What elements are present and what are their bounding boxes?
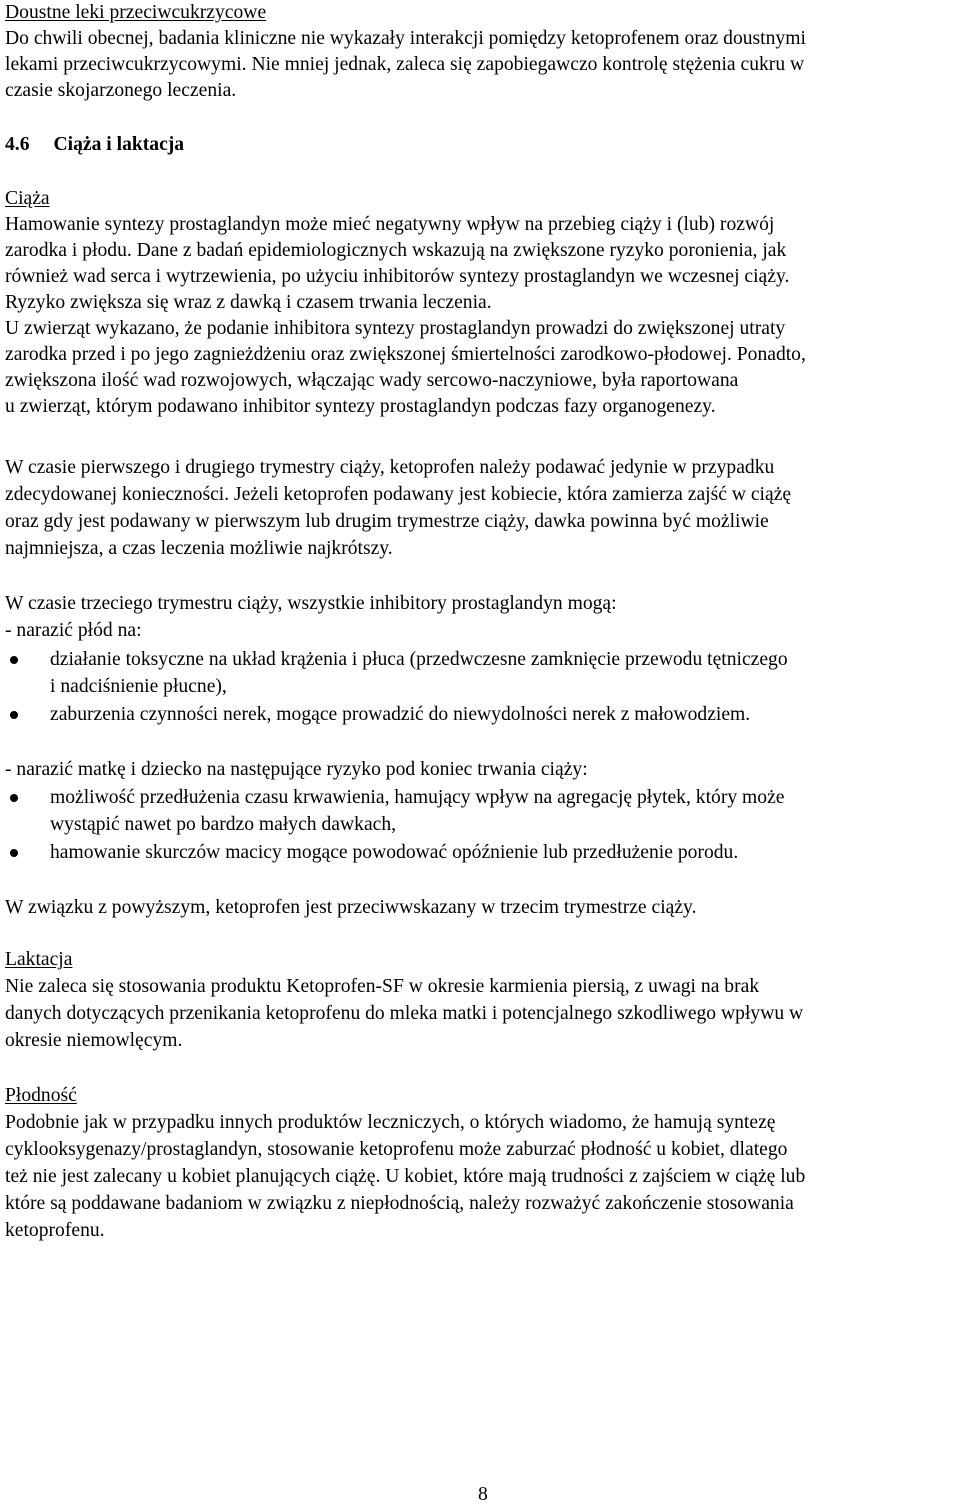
subheading-pregnancy: Ciąża (5, 188, 50, 209)
list-item: hamowanie skurczów macicy mogące powodować opóźnienie lub przedłużenie porodu. (50, 842, 739, 863)
paragraph-line: które są poddawane badaniom w związku z niepłodnością, należy rozważyć zakończenie stosowania (5, 1193, 794, 1214)
paragraph-line: W czasie trzeciego trymestru ciąży, wszystkie inhibitory prostaglandyn mogą: (5, 593, 617, 614)
paragraph-line: Ryzyko zwiększa się wraz z dawką i czasem trwania leczenia. (5, 292, 492, 313)
paragraph-line: zarodka i płodu. Dane z badań epidemiologicznych wskazują na zwiększone ryzyko poronienia, jak (5, 240, 787, 261)
section-title: Ciąża i laktacja (53, 134, 185, 155)
bullet-marker (10, 711, 18, 719)
bullet-marker (10, 794, 18, 802)
list-intro: - narazić matkę i dziecko na następujące ryzyko pod koniec trwania ciąży: (5, 759, 588, 780)
paragraph-line: lekami przeciwcukrzycowymi. Nie mniej jednak, zaleca się zapobiegawczo kontrolę stężenia cukru w (5, 54, 805, 75)
paragraph-line: zwiększona ilość wad rozwojowych, włączając wady sercowo-naczyniowe, była raportowana (5, 370, 739, 391)
paragraph-line: u zwierząt, którym podawano inhibitor syntezy prostaglandyn podczas fazy organogenezy. (5, 396, 716, 417)
section-heading (5, 132, 184, 158)
list-item-continuation: i nadciśnienie płucne), (50, 676, 227, 697)
paragraph-line: też nie jest zalecany u kobiet planujących ciążę. U kobiet, które mają trudności z zajściem w ciążę lub (5, 1166, 806, 1187)
subheading-oral-antidiabetics: Doustne leki przeciwcukrzycowe (5, 2, 267, 23)
paragraph-line: również wad serca i wytrzewienia, po użyciu inhibitorów syntezy prostaglandyn we wczesnej ciąży. (5, 266, 790, 287)
paragraph-line: danych dotyczących przenikania ketoprofenu do mleka matki i potencjalnego szkodliwego wpływu w (5, 1003, 804, 1024)
bullet-marker (10, 849, 18, 857)
list-item: zaburzenia czynności nerek, mogące prowadzić do niewydolności nerek z małowodziem. (50, 704, 751, 725)
paragraph-line: zarodka przed i po jego zagnieżdżeniu oraz zwiększonej śmiertelności zarodkowo-płodowej. Ponadto, (5, 344, 806, 365)
subheading-lactation: Laktacja (5, 949, 73, 970)
paragraph-line: Do chwili obecnej, badania kliniczne nie wykazały interakcji pomiędzy ketoprofenem oraz doustnymi (5, 28, 806, 49)
paragraph-line: najmniejsza, a czas leczenia możliwie najkrótszy. (5, 538, 393, 559)
list-intro: - narazić płód na: (5, 620, 142, 641)
paragraph-line: zdecydowanej konieczności. Jeżeli ketoprofen podawany jest kobiecie, która zamierza zajść w ciążę (5, 484, 792, 505)
paragraph-line: okresie niemowlęcym. (5, 1030, 183, 1051)
paragraph-line: ketoprofenu. (5, 1220, 105, 1241)
list-item: możliwość przedłużenia czasu krwawienia, hamujący wpływ na agregację płytek, który może (50, 787, 785, 808)
page-number: 8 (478, 1484, 488, 1505)
paragraph-line: W związku z powyższym, ketoprofen jest przeciwwskazany w trzecim trymestrze ciąży. (5, 897, 697, 918)
paragraph-line: U zwierząt wykazano, że podanie inhibitora syntezy prostaglandyn prowadzi do zwiększonej utraty (5, 318, 786, 339)
subheading-fertility: Płodność (5, 1085, 77, 1106)
paragraph-line: Hamowanie syntezy prostaglandyn może mieć negatywny wpływ na przebieg ciąży i (lub) rozwój (5, 214, 775, 235)
paragraph-line: cyklooksygenazy/prostaglandyn, stosowanie ketoprofenu może zaburzać płodność u kobiet, dlatego (5, 1139, 788, 1160)
paragraph-line: czasie skojarzonego leczenia. (5, 80, 237, 101)
list-item-continuation: wystąpić nawet po bardzo małych dawkach, (50, 814, 397, 835)
section-number: 4.6 (5, 134, 30, 155)
paragraph-line: Nie zaleca się stosowania produktu Ketoprofen-SF w okresie karmienia piersią, z uwagi na brak (5, 976, 760, 997)
list-item: działanie toksyczne na układ krążenia i płuca (przedwczesne zamknięcie przewodu tętniczego (50, 649, 788, 670)
paragraph-line: W czasie pierwszego i drugiego trymestry ciąży, ketoprofen należy podawać jedynie w przypadku (5, 457, 775, 478)
paragraph-line: Podobnie jak w przypadku innych produktów leczniczych, o których wiadomo, że hamują syntezę (5, 1112, 776, 1133)
paragraph-line: oraz gdy jest podawany w pierwszym lub drugim trymestrze ciąży, dawka powinna być możliwie (5, 511, 769, 532)
bullet-marker (10, 656, 18, 664)
